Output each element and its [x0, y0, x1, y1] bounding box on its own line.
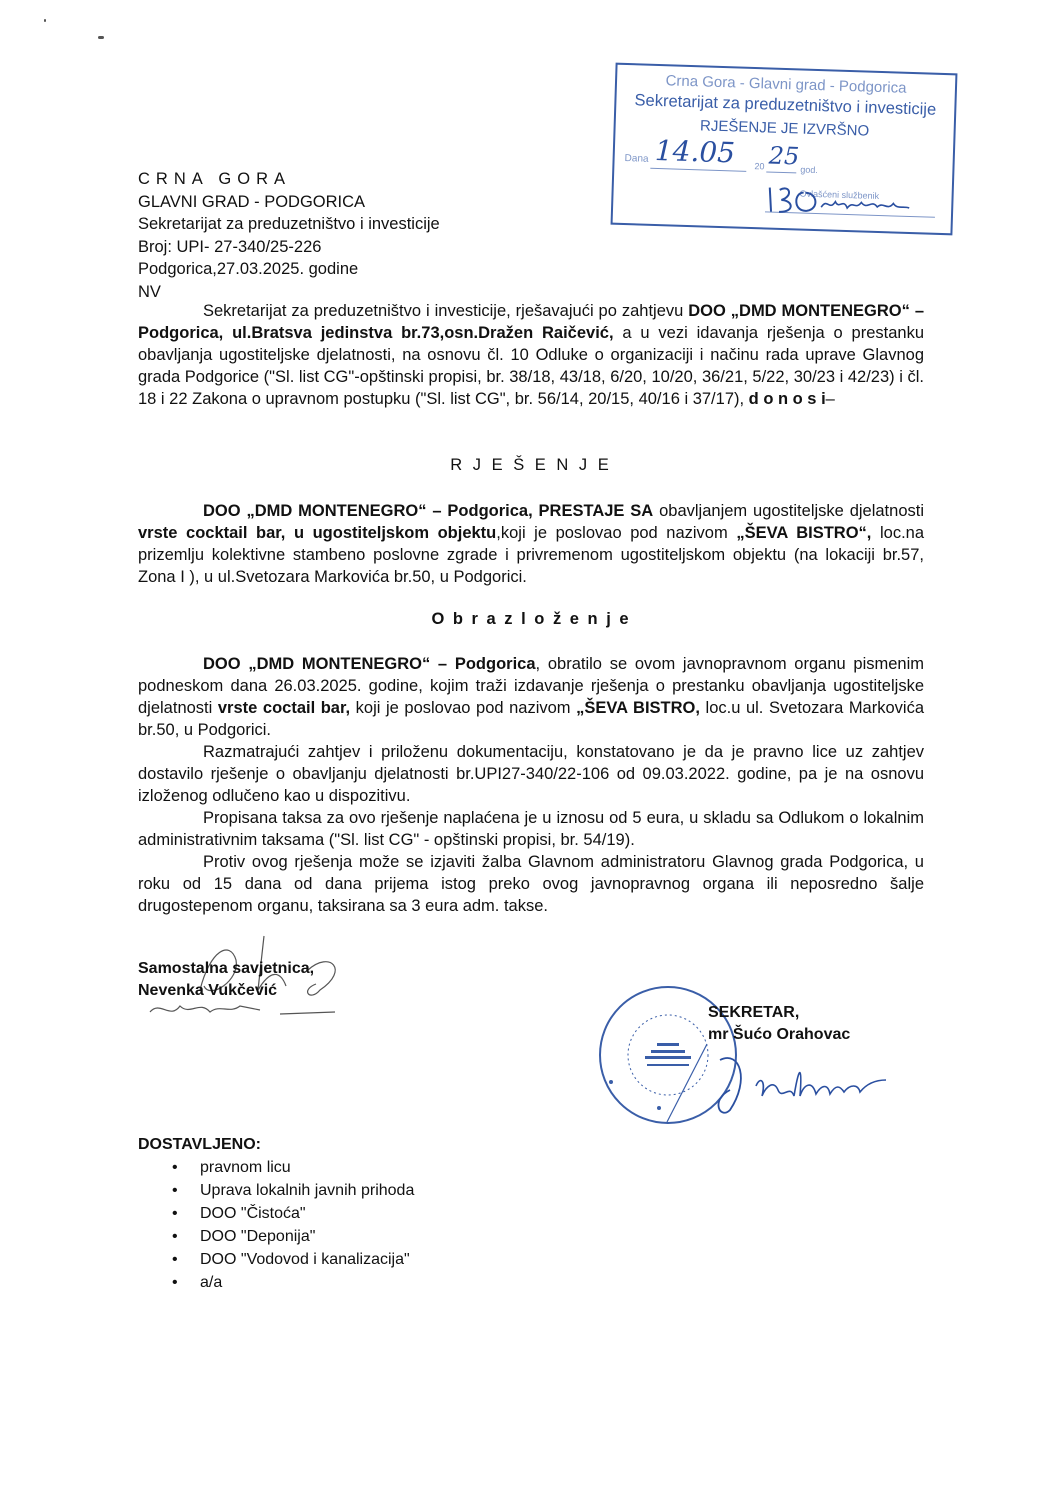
- distribution-item: • DOO "Čistoća": [138, 1202, 414, 1225]
- decision-section: [138, 500, 924, 588]
- stamp-officer-label: Ovlašćeni službenik: [799, 188, 880, 202]
- decision-text-3: loc.na prizemlju kolektivne stambeno poslovne zgrade i privremenom ugostiteljskom objektu (na lokaciji br.57, Zona I ), u ul.Svetozara Markovića br.50, u Podgorici.: [138, 524, 925, 586]
- distribution-item: • pravnom licu: [138, 1156, 414, 1179]
- decision-paragraph: [138, 500, 924, 588]
- distribution-items: [138, 1156, 414, 1294]
- right-handwritten-signature: [700, 1040, 920, 1130]
- distribution-item: • a/a: [138, 1271, 414, 1294]
- header-country: CRNA GORA: [138, 170, 292, 188]
- right-signatory-name: mr Šućo Orahovac: [708, 1026, 851, 1043]
- stamp-handwritten-year: 25: [768, 141, 800, 171]
- document-header: [138, 168, 440, 303]
- officer-signature: [763, 177, 924, 222]
- distribution-item: • Uprava lokalnih javnih prihoda: [138, 1179, 414, 1202]
- distribution-list: [138, 1133, 414, 1294]
- header-number: Broj: UPI- 27-340/25-226: [138, 237, 322, 256]
- decision-text-1: obavljanjem ugostiteljske djelatnosti: [653, 502, 924, 520]
- reasoning-venue: „ŠEVA BISTRO,: [576, 699, 700, 717]
- header-initials: NV: [138, 282, 161, 301]
- decision-text-2: ,koji je poslovao pod nazivom: [496, 524, 737, 542]
- scan-speck: [44, 19, 46, 22]
- reasoning-paragraph-2: Razmatrajući zahtjev i priloženu dokumentaciju, konstatovano je da je pravno lice uz zahtjev dostavilo rješenje o obavljanju djelatnosti br.UPI27-340/22-106 od 09.03.2022. godine, pa je na osnovu izloženog odlučeno kao u dispozitivu.: [138, 743, 924, 805]
- reasoning-title: O b r a z l o ž e n j e: [431, 610, 631, 628]
- stamp-god-label: god.: [800, 164, 819, 176]
- reasoning-paragraph-3: Propisana taksa za ovo rješenje naplaćena je u iznosu od 5 eura, u skladu sa Odlukom o lokalnim administrativnim taksama ("Sl. list CG" - opštinski propisi, br. 54/19).: [138, 809, 924, 849]
- distribution-item: • DOO "Deponija": [138, 1225, 414, 1248]
- intro-applicant: DOO „DMD MONTENEGRO“ – Podgorica, ul.Bratsva jedinstva br.73,osn.Dražen Raičević,: [138, 302, 924, 342]
- stamp-line-1: Crna Gora - Glavni grad - Podgorica: [665, 72, 907, 97]
- execution-stamp: [611, 63, 958, 236]
- decision-company: DOO „DMD MONTENEGRO“ – Podgorica, PRESTAJE SA: [203, 502, 654, 520]
- intro-text-2: a u vezi idavanja rješenja o prestanku obavljanja ugostiteljske djelatnosti, na osnovu čl. 10 Odluke o organizaciji i načinu rada uprave Glavnog grada Podgorice ("Sl. list CG"-opštinski propisi, br. 38/18, 43/18, 6/20, 10/20, 36/21, 5/22, 30/23 i 42/23) i čl. 18 i 22 Zakona o upravnom postupku ("Sl. list CG", br. 56/14, 20/15, 40/16 i 37/17),: [138, 324, 925, 408]
- distribution-item: • DOO "Vodovod i kanalizacija": [138, 1248, 414, 1271]
- left-signatory-title: Samostalna savjetnica,: [138, 960, 315, 977]
- intro-dash: –: [825, 390, 835, 408]
- distribution-heading: DOSTAVLJENO:: [138, 1136, 261, 1153]
- reasoning-text-1: , obratilo se ovom javnopravnom organu pismenim podneskom dana 26.03.2025. godine, kojim traži izdavanje rješenja o prestanku obavljanja ugostiteljske djelatnosti: [138, 655, 925, 717]
- reasoning-section: [138, 653, 924, 917]
- header-city: GLAVNI GRAD - PODGORICA: [138, 192, 366, 211]
- header-department: Sekretarijat za preduzetništvo i investicije: [138, 215, 440, 233]
- scan-speck: [98, 36, 104, 39]
- stamp-line-2: Sekretarijat za preduzetništvo i investicije: [634, 91, 937, 119]
- stamp-year-prefix: 20: [754, 161, 765, 172]
- reasoning-paragraph-4: Protiv ovog rješenja može se izjaviti žalba Glavnom administratoru Glavnog grada Podgorica, u roku od 15 dana od dana prijema istog preko ovog javnopravnog organa ili neposredno šalje drugostepenom organu, taksirana sa 3 eura adm. takse.: [138, 853, 924, 915]
- decision-type: vrste cocktail bar, u ugostiteljskom objektu: [138, 524, 497, 542]
- stamp-handwritten-date: 14.05: [654, 133, 736, 170]
- stamp-dana-label: Dana: [624, 153, 649, 165]
- right-signatory-title: SEKRETAR,: [708, 1004, 800, 1021]
- left-signatory: [138, 958, 314, 1002]
- intro-section: [138, 300, 924, 410]
- stamp-line-3: RJEŠENJE JE IZVRŠNO: [699, 117, 870, 140]
- reasoning-text-3: loc.u ul. Svetozara Markovića br.50, u Podgorici.: [138, 699, 924, 739]
- intro-paragraph: [138, 300, 924, 410]
- reasoning-company: DOO „DMD MONTENEGRO“ – Podgorica: [203, 655, 536, 673]
- intro-donosi: d o n o s i: [748, 390, 826, 408]
- decision-venue: „ŠEVA BISTRO“,: [736, 524, 872, 542]
- decision-title: R J E Š E N J E: [450, 456, 612, 474]
- reasoning-type: vrste coctail bar,: [217, 699, 351, 717]
- intro-text-1: Sekretarijat za preduzetništvo i investicije, rješavajući po zahtjevu: [203, 302, 689, 320]
- header-place-date: Podgorica,27.03.2025. godine: [138, 260, 359, 278]
- stamp-year-line: [766, 171, 796, 173]
- reasoning-text-2: koji je poslovao pod nazivom: [350, 699, 577, 717]
- reasoning-paragraph-1: [138, 653, 924, 741]
- left-signatory-name: Nevenka Vukčević: [138, 982, 278, 999]
